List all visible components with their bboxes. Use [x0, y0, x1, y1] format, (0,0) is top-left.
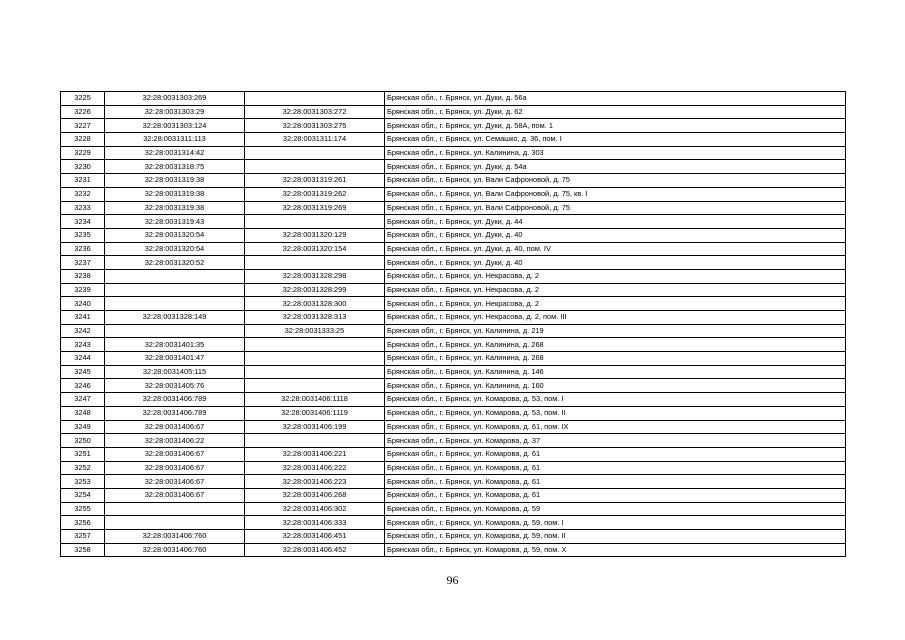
object-cadastral-number-cell: 32:28:0031333:25 [245, 324, 385, 338]
land-cadastral-number-cell: 32:28:0031406:789 [105, 393, 245, 407]
row-number-cell: 3239 [61, 283, 105, 297]
table-row [61, 488, 846, 502]
land-cadastral-number-cell: 32:28:0031406:760 [105, 530, 245, 544]
table-row [61, 146, 846, 160]
object-cadastral-number-cell [245, 215, 385, 229]
land-cadastral-number-cell: 32:28:0031405:115 [105, 365, 245, 379]
row-number-cell: 3252 [61, 461, 105, 475]
page-number: 96 [446, 573, 459, 587]
land-cadastral-number-cell: 32:28:0031319:38 [105, 201, 245, 215]
land-cadastral-number-cell: 32:28:0031303:269 [105, 92, 245, 106]
object-cadastral-number-cell: 32:28:0031406:199 [245, 420, 385, 434]
land-cadastral-number-cell: 32:28:0031303:29 [105, 105, 245, 119]
row-number-cell: 3250 [61, 434, 105, 448]
address-cell: Брянская обл., г. Брянск, ул. Некрасова, д. 2, пом. III [385, 311, 846, 325]
object-cadastral-number-cell: 32:28:0031406:333 [245, 516, 385, 530]
table-row [61, 228, 846, 242]
table-row [61, 133, 846, 147]
object-cadastral-number-cell: 32:28:0031406:223 [245, 475, 385, 489]
table-row [61, 475, 846, 489]
address-cell: Брянская обл., г. Брянск, ул. Комарова, д. 37 [385, 434, 846, 448]
object-cadastral-number-cell: 32:28:0031406:222 [245, 461, 385, 475]
object-cadastral-number-cell [245, 256, 385, 270]
object-cadastral-number-cell: 32:28:0031406:1119 [245, 406, 385, 420]
table-row [61, 160, 846, 174]
row-number-cell: 3243 [61, 338, 105, 352]
address-cell: Брянская обл., г. Брянск, ул. Некрасова, д. 2 [385, 269, 846, 283]
row-number-cell: 3231 [61, 174, 105, 188]
object-cadastral-number-cell: 32:28:0031320:154 [245, 242, 385, 256]
address-cell: Брянская обл., г. Брянск, ул. Дуки, д. 56а [385, 92, 846, 106]
object-cadastral-number-cell: 32:28:0031406:268 [245, 488, 385, 502]
row-number-cell: 3254 [61, 488, 105, 502]
row-number-cell: 3229 [61, 146, 105, 160]
row-number-cell: 3257 [61, 530, 105, 544]
row-number-cell: 3226 [61, 105, 105, 119]
address-cell: Брянская обл., г. Брянск, ул. Комарова, д. 59, пом. I [385, 516, 846, 530]
table-row [61, 352, 846, 366]
object-cadastral-number-cell: 32:28:0031406:221 [245, 447, 385, 461]
address-cell: Брянская обл., г. Брянск, ул. Калинина, д. 146 [385, 365, 846, 379]
row-number-cell: 3232 [61, 187, 105, 201]
property-registry-table [60, 91, 846, 557]
table-row [61, 324, 846, 338]
row-number-cell: 3255 [61, 502, 105, 516]
address-cell: Брянская обл., г. Брянск, ул. Вали Сафроновой, д. 75 [385, 174, 846, 188]
row-number-cell: 3251 [61, 447, 105, 461]
address-cell: Брянская обл., г. Брянск, ул. Калинина, д. 268 [385, 352, 846, 366]
row-number-cell: 3241 [61, 311, 105, 325]
address-cell: Брянская обл., г. Брянск, ул. Некрасова, д. 2 [385, 283, 846, 297]
table-row [61, 311, 846, 325]
row-number-cell: 3247 [61, 393, 105, 407]
table-row [61, 338, 846, 352]
land-cadastral-number-cell: 32:28:0031401:47 [105, 352, 245, 366]
address-cell: Брянская обл., г. Брянск, ул. Комарова, д. 53, пом. II [385, 406, 846, 420]
table-row [61, 530, 846, 544]
object-cadastral-number-cell [245, 434, 385, 448]
table-row [61, 242, 846, 256]
address-cell: Брянская обл., г. Брянск, ул. Комарова, д. 53, пом. I [385, 393, 846, 407]
object-cadastral-number-cell: 32:28:0031311:174 [245, 133, 385, 147]
row-number-cell: 3235 [61, 228, 105, 242]
table-row [61, 365, 846, 379]
table-row [61, 187, 846, 201]
address-cell: Брянская обл., г. Брянск, ул. Семашко, д. 36, пом. I [385, 133, 846, 147]
land-cadastral-number-cell [105, 502, 245, 516]
address-cell: Брянская обл., г. Брянск, ул. Дуки, д. 40, пом. IV [385, 242, 846, 256]
land-cadastral-number-cell: 32:28:0031319:38 [105, 187, 245, 201]
land-cadastral-number-cell: 32:28:0031328:149 [105, 311, 245, 325]
address-cell: Брянская обл., г. Брянск, ул. Некрасова, д. 2 [385, 297, 846, 311]
row-number-cell: 3256 [61, 516, 105, 530]
land-cadastral-number-cell [105, 283, 245, 297]
land-cadastral-number-cell [105, 297, 245, 311]
table-row [61, 174, 846, 188]
object-cadastral-number-cell [245, 365, 385, 379]
address-cell: Брянская обл., г. Брянск, ул. Дуки, д. 40 [385, 228, 846, 242]
row-number-cell: 3244 [61, 352, 105, 366]
row-number-cell: 3242 [61, 324, 105, 338]
row-number-cell: 3225 [61, 92, 105, 106]
object-cadastral-number-cell [245, 352, 385, 366]
address-cell: Брянская обл., г. Брянск, ул. Комарова, д. 61 [385, 461, 846, 475]
table-row [61, 201, 846, 215]
address-cell: Брянская обл., г. Брянск, ул. Комарова, д. 59 [385, 502, 846, 516]
row-number-cell: 3237 [61, 256, 105, 270]
address-cell: Брянская обл., г. Брянск, ул. Комарова, д. 61 [385, 475, 846, 489]
object-cadastral-number-cell: 32:28:0031406:452 [245, 543, 385, 557]
registry-table-body [61, 92, 846, 557]
land-cadastral-number-cell [105, 324, 245, 338]
address-cell: Брянская обл., г. Брянск, ул. Комарова, д. 61 [385, 447, 846, 461]
address-cell: Брянская обл., г. Брянск, ул. Калинина, д. 268 [385, 338, 846, 352]
table-row [61, 119, 846, 133]
row-number-cell: 3240 [61, 297, 105, 311]
land-cadastral-number-cell: 32:28:0031320:52 [105, 256, 245, 270]
land-cadastral-number-cell: 32:28:0031406:67 [105, 488, 245, 502]
land-cadastral-number-cell: 32:28:0031406:760 [105, 543, 245, 557]
address-cell: Брянская обл., г. Брянск, ул. Дуки, д. 62 [385, 105, 846, 119]
land-cadastral-number-cell: 32:28:0031320:54 [105, 228, 245, 242]
table-row [61, 92, 846, 106]
object-cadastral-number-cell: 32:28:0031406:302 [245, 502, 385, 516]
land-cadastral-number-cell: 32:28:0031406:67 [105, 461, 245, 475]
table-row [61, 516, 846, 530]
land-cadastral-number-cell: 32:28:0031405:76 [105, 379, 245, 393]
land-cadastral-number-cell: 32:28:0031406:67 [105, 447, 245, 461]
object-cadastral-number-cell: 32:28:0031319:262 [245, 187, 385, 201]
table-row [61, 393, 846, 407]
table-row [61, 379, 846, 393]
object-cadastral-number-cell [245, 338, 385, 352]
address-cell: Брянская обл., г. Брянск, ул. Дуки, д. 40 [385, 256, 846, 270]
address-cell: Брянская обл., г. Брянск, ул. Дуки, д. 54а [385, 160, 846, 174]
row-number-cell: 3253 [61, 475, 105, 489]
land-cadastral-number-cell [105, 269, 245, 283]
land-cadastral-number-cell: 32:28:0031320:54 [105, 242, 245, 256]
address-cell: Брянская обл., г. Брянск, ул. Дуки, д. 44 [385, 215, 846, 229]
table-row [61, 105, 846, 119]
object-cadastral-number-cell: 32:28:0031328:298 [245, 269, 385, 283]
address-cell: Брянская обл., г. Брянск, ул. Комарова, д. 61, пом. IX [385, 420, 846, 434]
object-cadastral-number-cell: 32:28:0031303:272 [245, 105, 385, 119]
table-row [61, 283, 846, 297]
object-cadastral-number-cell: 32:28:0031328:299 [245, 283, 385, 297]
object-cadastral-number-cell [245, 146, 385, 160]
row-number-cell: 3233 [61, 201, 105, 215]
table-row [61, 215, 846, 229]
object-cadastral-number-cell: 32:28:0031328:300 [245, 297, 385, 311]
land-cadastral-number-cell [105, 516, 245, 530]
land-cadastral-number-cell: 32:28:0031406:67 [105, 475, 245, 489]
object-cadastral-number-cell: 32:28:0031319:261 [245, 174, 385, 188]
land-cadastral-number-cell: 32:28:0031319:38 [105, 174, 245, 188]
land-cadastral-number-cell: 32:28:0031401:35 [105, 338, 245, 352]
object-cadastral-number-cell: 32:28:0031320:129 [245, 228, 385, 242]
row-number-cell: 3238 [61, 269, 105, 283]
row-number-cell: 3227 [61, 119, 105, 133]
row-number-cell: 3249 [61, 420, 105, 434]
row-number-cell: 3245 [61, 365, 105, 379]
land-cadastral-number-cell: 32:28:0031319:43 [105, 215, 245, 229]
object-cadastral-number-cell [245, 379, 385, 393]
object-cadastral-number-cell: 32:28:0031303:275 [245, 119, 385, 133]
address-cell: Брянская обл., г. Брянск, ул. Вали Сафроновой, д. 75, кв. I [385, 187, 846, 201]
object-cadastral-number-cell: 32:28:0031406:451 [245, 530, 385, 544]
table-row [61, 434, 846, 448]
row-number-cell: 3228 [61, 133, 105, 147]
row-number-cell: 3248 [61, 406, 105, 420]
row-number-cell: 3258 [61, 543, 105, 557]
table-row [61, 461, 846, 475]
object-cadastral-number-cell: 32:28:0031319:269 [245, 201, 385, 215]
address-cell: Брянская обл., г. Брянск, ул. Комарова, д. 61 [385, 488, 846, 502]
object-cadastral-number-cell [245, 92, 385, 106]
address-cell: Брянская обл., г. Брянск, ул. Комарова, д. 59, пом. X [385, 543, 846, 557]
table-row [61, 297, 846, 311]
row-number-cell: 3234 [61, 215, 105, 229]
table-row [61, 502, 846, 516]
object-cadastral-number-cell: 32:28:0031406:1118 [245, 393, 385, 407]
land-cadastral-number-cell: 32:28:0031406:22 [105, 434, 245, 448]
object-cadastral-number-cell [245, 160, 385, 174]
land-cadastral-number-cell: 32:28:0031406:67 [105, 420, 245, 434]
table-row [61, 447, 846, 461]
land-cadastral-number-cell: 32:28:0031314:42 [105, 146, 245, 160]
table-row [61, 256, 846, 270]
land-cadastral-number-cell: 32:28:0031303:124 [105, 119, 245, 133]
land-cadastral-number-cell: 32:28:0031406:789 [105, 406, 245, 420]
address-cell: Брянская обл., г. Брянск, ул. Калинина, д. 160 [385, 379, 846, 393]
land-cadastral-number-cell: 32:28:0031311:113 [105, 133, 245, 147]
row-number-cell: 3236 [61, 242, 105, 256]
row-number-cell: 3230 [61, 160, 105, 174]
address-cell: Брянская обл., г. Брянск, ул. Калинина, д. 219 [385, 324, 846, 338]
land-cadastral-number-cell: 32:28:0031318:75 [105, 160, 245, 174]
object-cadastral-number-cell: 32:28:0031328:313 [245, 311, 385, 325]
address-cell: Брянская обл., г. Брянск, ул. Дуки, д. 58А, пом. 1 [385, 119, 846, 133]
table-row [61, 406, 846, 420]
address-cell: Брянская обл., г. Брянск, ул. Комарова, д. 59, пом. II [385, 530, 846, 544]
table-row [61, 269, 846, 283]
row-number-cell: 3246 [61, 379, 105, 393]
table-row [61, 420, 846, 434]
address-cell: Брянская обл., г. Брянск, ул. Калинина, д. 303 [385, 146, 846, 160]
address-cell: Брянская обл., г. Брянск, ул. Вали Сафроновой, д. 75 [385, 201, 846, 215]
table-row [61, 543, 846, 557]
